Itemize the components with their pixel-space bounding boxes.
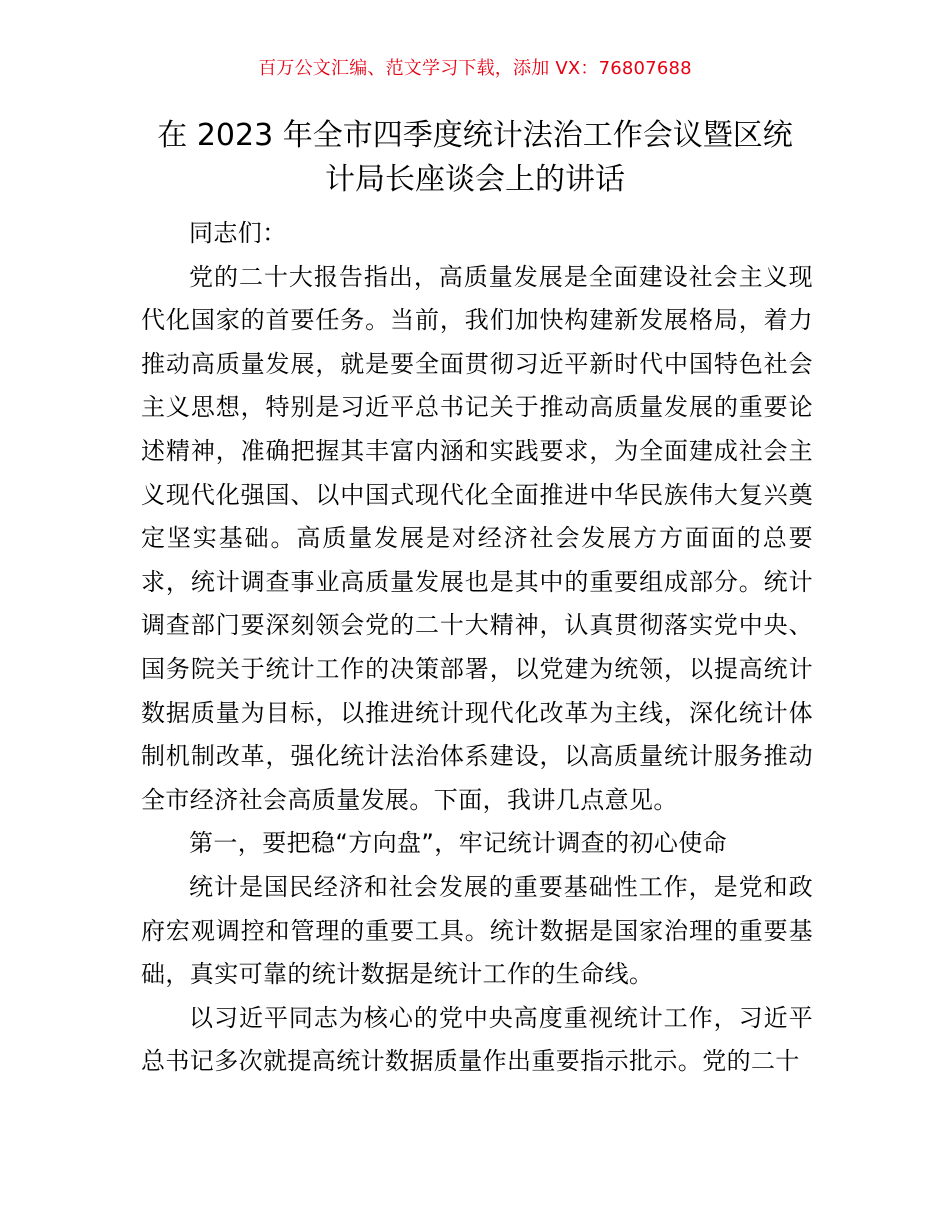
- section-heading-1: 第一，要把稳“方向盘”，牢记统计调查的初心使命: [189, 829, 728, 858]
- paragraph: 统计是国民经济和社会发展的重要基础性工作，是党和政府宏观调控和管理的重要工具。统计数据是国家治理的重要基础，真实可靠的统计数据是统计工作的生命线。: [141, 872, 813, 989]
- title-line-1: 在 2023 年全市四季度统计法治工作会议暨区统: [157, 118, 793, 153]
- document-title: [138, 114, 812, 202]
- document-body: [141, 212, 813, 1084]
- watermark-header: 百万公文汇编、范文学习下载，添加 VX：76807688: [258, 58, 692, 79]
- title-line-2: 计局长座谈会上的讲话: [325, 162, 625, 197]
- paragraph: 以习近平同志为核心的党中央高度重视统计工作，习近平总书记多次就提高统计数据质量作出重要指示批示。党的二十: [141, 1003, 813, 1076]
- salutation: 同志们：: [189, 219, 287, 247]
- paragraph-intro: 党的二十大报告指出，高质量发展是全面建设社会主义现代化国家的首要任务。当前，我们加快构建新发展格局，着力推动高质量发展，就是要全面贯彻习近平新时代中国特色社会主义思想，特别是习近平总书记关于推动高质量发展的重要论述精神，准确把握其丰富内涵和实践要求，为全面建成社会主义现代化强国、以中国式现代化全面推进中华民族伟大复兴奠定坚实基础。高质量发展是对经济社会发展方方面面的总要求，统计调查事业高质量发展也是其中的重要组成部分。统计调查部门要深刻领会党的二十大精神，认真贯彻落实党中央、国务院关于统计工作的决策部署，以党建为统领，以提高统计数据质量为目标，以推进统计现代化改革为主线，深化统计体制机制改革，强化统计法治体系建设，以高质量统计服务推动全市经济社会高质量发展。下面，我讲几点意见。: [141, 262, 813, 814]
